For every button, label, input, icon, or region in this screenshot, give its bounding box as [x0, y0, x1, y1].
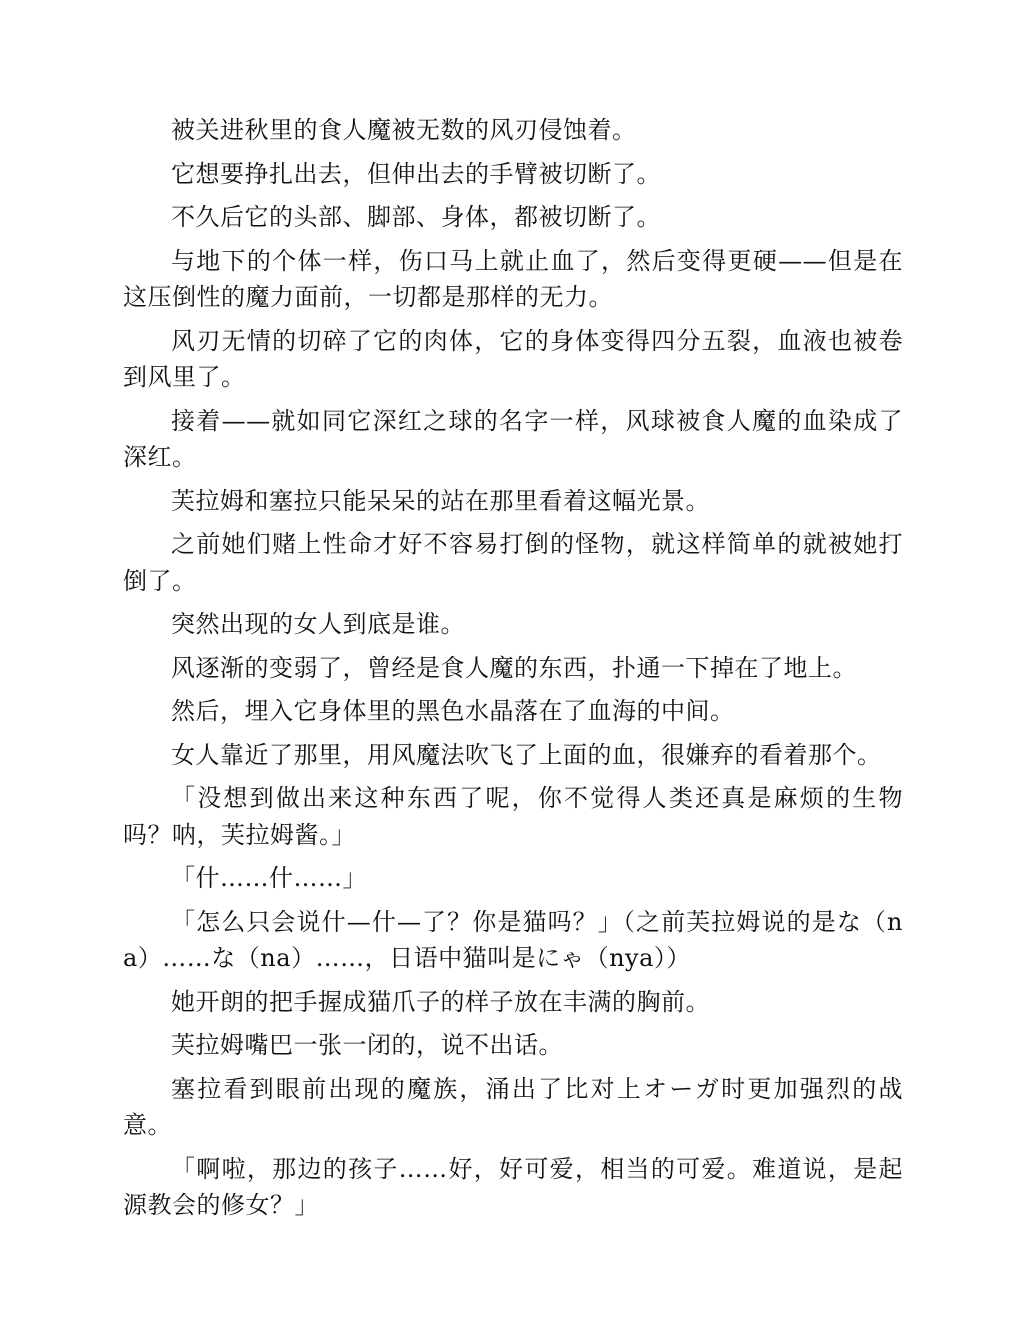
- paragraph: 风刃无情的切碎了它的肉体，它的身体变得四分五裂，血液也被卷到风里了。: [123, 326, 903, 391]
- paragraph: 「没想到做出来这种东西了呢，你不觉得人类还真是麻烦的生物吗？呐，芙拉姆酱。」: [123, 784, 903, 849]
- paragraph: 不久后它的头部、脚部、身体，都被切断了。: [171, 203, 661, 231]
- document-page: [123, 112, 903, 1231]
- paragraph: 芙拉姆和塞拉只能呆呆的站在那里看着这幅光景。: [171, 486, 710, 515]
- paragraph: 风逐渐的变弱了，曾经是食人魔的东西，扑通一下掉在了地上。: [171, 653, 857, 682]
- paragraph: 「啊啦，那边的孩子……好，好可爱，相当的可爱。难道说，是起源教会的修女？」: [123, 1154, 903, 1219]
- paragraph: 接着——就如同它深红之球的名字一样，风球被食人魔的血染成了深红。: [123, 406, 903, 471]
- paragraph: 被关进秋里的食人魔被无数的风刃侵蚀着。: [171, 116, 637, 144]
- paragraph: 女人靠近了那里，用风魔法吹飞了上面的血，很嫌弃的看着那个。: [171, 740, 882, 769]
- paragraph: 突然出现的女人到底是谁。: [171, 610, 465, 638]
- paragraph: 与地下的个体一样，伤口马上就止血了，然后变得更硬——但是在这压倒性的魔力面前，一切都是那样的无力。: [123, 246, 903, 311]
- paragraph: 之前她们赌上性命才好不容易打倒的怪物，就这样简单的就被她打倒了。: [123, 530, 903, 595]
- paragraph: 芙拉姆嘴巴一张一闭的，说不出话。: [171, 1031, 563, 1059]
- paragraph: 塞拉看到眼前出现的魔族，涌出了比对上オーガ时更加强烈的战意。: [123, 1074, 903, 1139]
- paragraph: 然后，埋入它身体里的黑色水晶落在了血海的中间。: [171, 697, 735, 725]
- paragraph: 她开朗的把手握成猫爪子的样子放在丰满的胸前。: [171, 987, 710, 1016]
- paragraph: 「什……什……」: [171, 864, 367, 892]
- paragraph: 它想要挣扎出去，但伸出去的手臂被切断了。: [171, 159, 661, 188]
- paragraph: 「怎么只会说什—什—了？你是猫吗？」（之前芙拉姆说的是な（na）……な（na）……，日语中猫叫是にゃ（nya））: [123, 907, 903, 972]
